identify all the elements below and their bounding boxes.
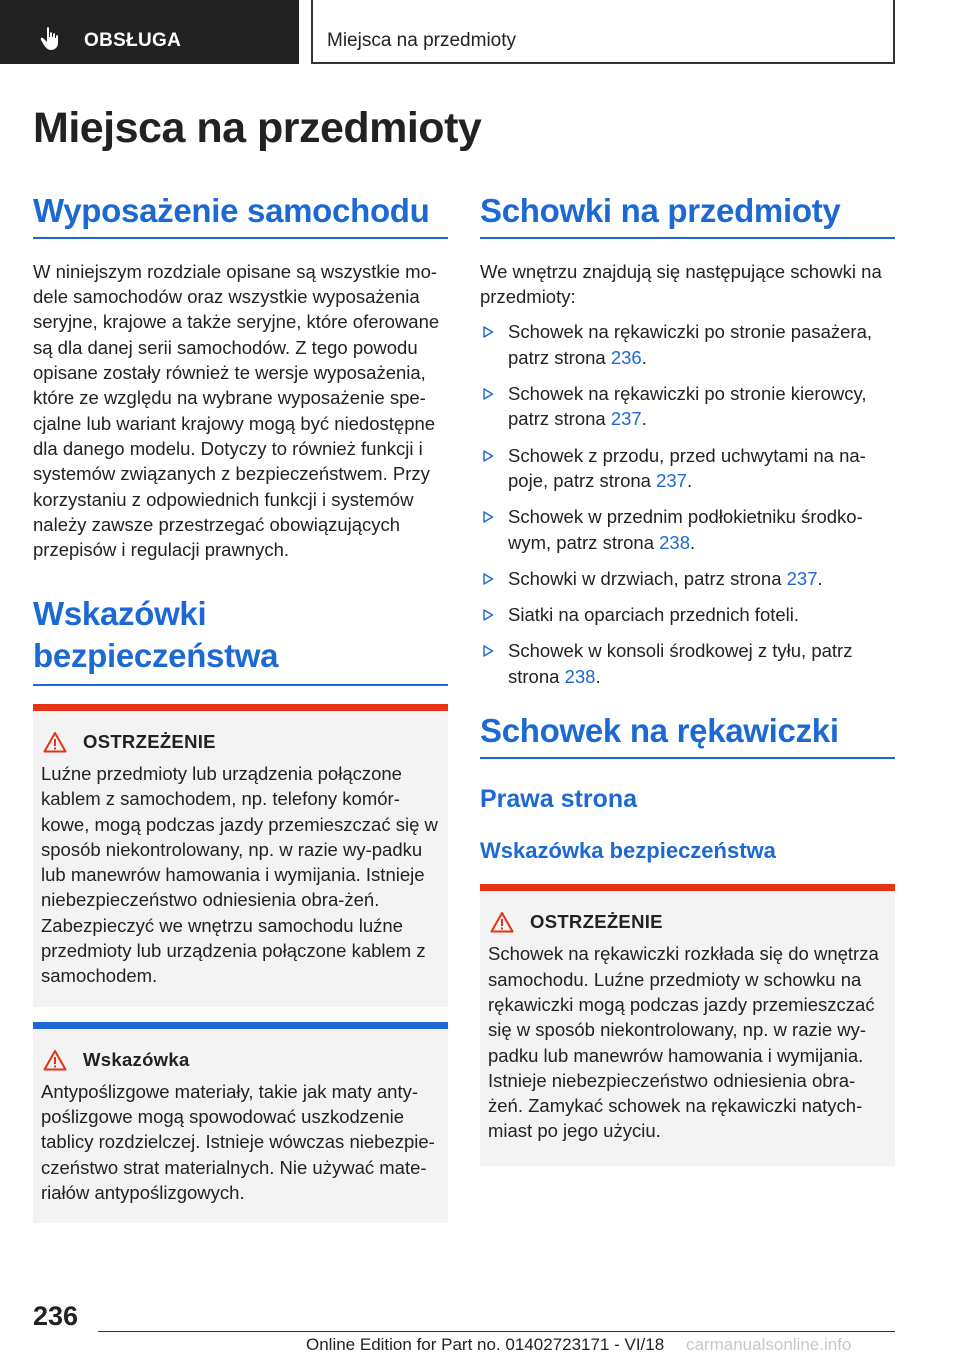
page-link[interactable]: 238 [659,531,691,553]
list-item [480,504,895,555]
note-title: Wskazówka [83,1048,190,1070]
bullet-triangle-icon [482,511,494,523]
left-column [33,190,448,1223]
note-icon [43,1049,67,1071]
list-item-text: Schowek w przednim podłokietniku środko-wym, patrz strona [508,506,863,553]
running-header [311,0,895,64]
page-title: Miejsca na przedmioty [33,104,482,152]
page-link[interactable]: 237 [610,408,642,430]
page-number: 236 [33,1301,79,1331]
list-item-text: Schowek w konsoli środkowej z tyłu, patrz strona [508,640,853,687]
footer-rule [98,1331,895,1332]
list-item [480,566,895,591]
page-link[interactable]: 237 [656,469,687,491]
page-link[interactable]: 237 [786,567,818,589]
list-item-text: Siatki na oparciach przednich foteli. [508,604,800,626]
compartments-list [480,319,895,689]
list-item [480,638,895,689]
bullet-triangle-icon [482,645,494,657]
list-item [480,381,895,432]
bullet-triangle-icon [482,609,494,621]
list-item-end: . [641,346,647,368]
right-column [480,190,895,1166]
list-item-end: . [690,531,696,553]
list-item [480,602,895,627]
safety-heading: Wskazówki bezpieczeństwa [33,593,448,686]
warning-title: OSTRZEŻENIE [83,730,216,752]
list-item-end: . [641,408,647,430]
chapter-tab[interactable] [0,0,299,64]
warning-text: Luźne przedmioty lub urządzenia połączone kablem z samochodem, np. telefony komór-kowe, mogą podczas jazdy przemieszczać się w sposób niekontrolowany, np. w razie wy-padku lub manewrów hamowania i wymijania. Istnieje niebezpieczeństwo odniesienia obra-żeń. Zabezpieczyć we wnętrzu samochodu luźne przedmioty lub urządzenia połączone kablem z samochodem. [41,762,438,987]
page-link[interactable]: 238 [564,665,596,687]
hand-pointer-icon [38,26,64,52]
equipment-text: W niniejszym rozdziale opisane są wszystkie mo-dele samochodów oraz wszystkie wyposażenia seryjne, krajowe a także seryjne, które oferowane są dla danej serii samochodów. Z tego powodu opisane zostały również te wersje wyposażenia, które ze względu na wybrane wyposażenie spe-cjalne lub wariant krajowy mogą być niedostępne dla danego modelu. Dotyczy to również funkcji i systemów związanych z bezpieczeństwem. Przy korzystaniu z odpowiednich funkcji i systemów należy zawsze przestrzegać obowiązujących przepisów i regulacji prawnych. [33,260,440,561]
bullet-triangle-icon [482,450,494,462]
list-item-text: Schowek na rękawiczki po stronie kierowcy, patrz strona [508,383,867,430]
list-item-end: . [817,567,823,589]
warning-icon [43,731,67,753]
list-item-end: . [686,469,693,491]
edition-note: Online Edition for Part no. 01402723171 - VI/18 [306,1335,665,1354]
equipment-heading: Wyposażenie samochodu [33,190,448,239]
list-item-end: . [595,665,601,687]
glovebox-warning-text: Schowek na rękawiczki rozkłada się do wnętrza samochodu. Luźne przedmioty w schowku na rękawiczki mogą podczas jazdy przemieszczać się w sposób niekontrolowany, np. w razie wy-padku lub manewrów hamowania i wymijania. Istnieje niebezpieczeństwo odniesienia obra-żeń. Zamykać schowek na rękawiczki natych-miast po jego użyciu. [488,943,879,1142]
list-item [480,319,895,370]
compartments-intro: We wnętrzu znajdują się następujące schowki na przedmioty: [480,260,882,308]
warning-box [33,704,448,1007]
chapter-label: OBSŁUGA [84,30,182,51]
glovebox-safety-heading: Wskazówka bezpieczeństwa [480,837,776,863]
glovebox-subheading: Prawa strona [480,784,638,813]
note-box [33,1022,448,1223]
glovebox-heading: Schowek na rękawiczki [480,710,895,759]
glovebox-warning-box [480,884,895,1165]
watermark-logo: carmanualsonline.info [686,1335,852,1354]
bullet-triangle-icon [482,388,494,400]
page-link[interactable]: 236 [610,346,642,368]
glovebox-warning-title: OSTRZEŻENIE [530,911,663,933]
compartments-heading: Schowki na przedmioty [480,190,895,239]
list-item-text: Schowki w drzwiach, patrz strona [508,567,787,589]
warning-icon [490,911,514,933]
bullet-triangle-icon [482,326,494,338]
note-text: Antypoślizgowe materiały, takie jak maty anty-poślizgowe mogą spowodować uszkodzenie tablicy rozdzielczej. Istnieje wówczas niebezpie-czeństwo strat materialnych. Nie używać mate-riałów antypoślizgowych. [41,1080,435,1203]
list-item-text: Schowek na rękawiczki po stronie pasażera, patrz strona [508,321,873,368]
list-item [480,443,895,494]
running-header-title: Miejsca na przedmioty [327,30,517,51]
bullet-triangle-icon [482,573,494,585]
list-item-text: Schowek z przodu, przed uchwytami na na-poje, patrz strona [508,444,866,491]
